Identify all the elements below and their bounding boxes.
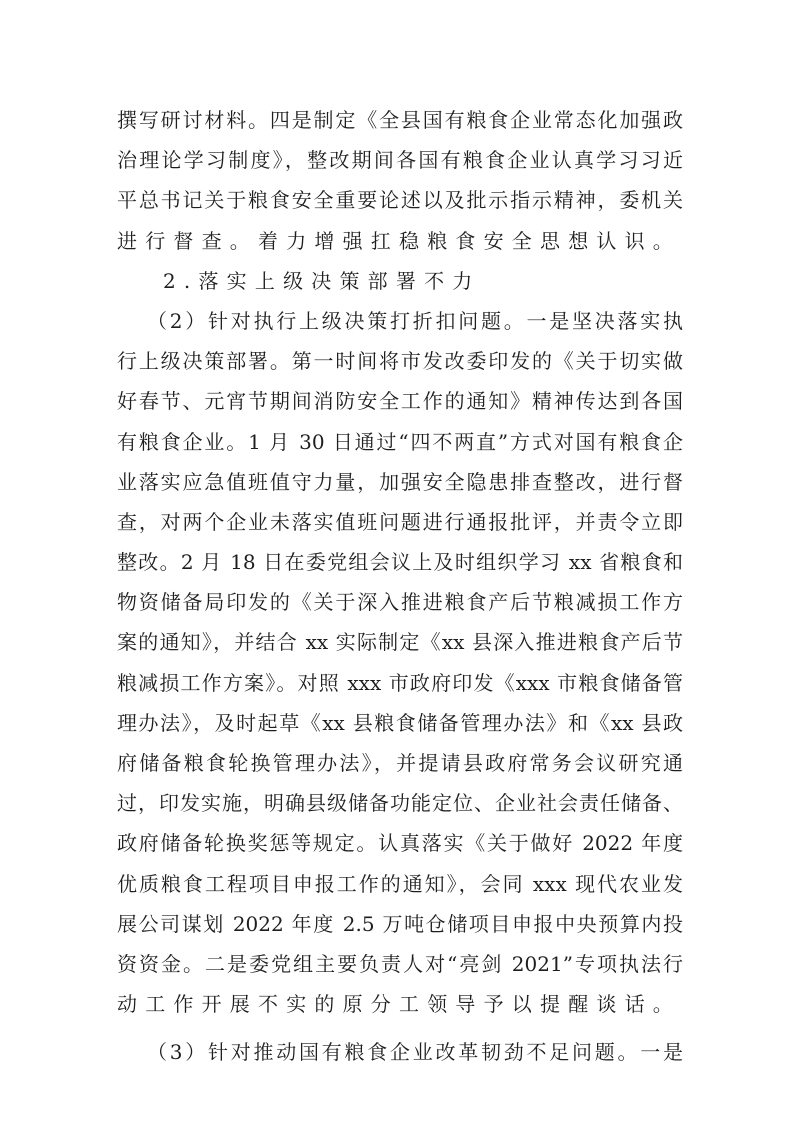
text-line: 治理论学习制度》，整改期间各国有粮食企业认真学习习近 xyxy=(117,148,683,173)
text-line: 进行督查。着力增强扛稳粮食安全思想认识。 xyxy=(117,228,681,253)
paragraph-item-3 xyxy=(117,1032,683,1072)
text-line: 资资金。二是委党组主要负责人对“亮剑 2021”专项执法行 xyxy=(117,951,683,976)
text-line: 动工作开展不实的原分工领导予以提醒谈话。 xyxy=(117,992,681,1017)
document-page xyxy=(117,100,683,1073)
text-line: 平总书记关于粮食安全重要论述以及批示指示精神，委机关 xyxy=(117,188,683,213)
text-line: 案的通知》，并结合 xx 实际制定《xx 县深入推进粮食产后节 xyxy=(117,630,683,655)
paragraph-item-2 xyxy=(117,301,683,1024)
text-line: 撰写研讨材料。四是制定《全县国有粮食企业常态化加强政 xyxy=(117,108,683,132)
text-line: 有粮食企业。1 月 30 日通过“四不两直”方式对国有粮食企 xyxy=(117,429,683,454)
text-line: 行上级决策部署。第一时间将市发改委印发的《关于切实做 xyxy=(117,349,683,374)
text-line: 物资储备局印发的《关于深入推进粮食产后节粮减损工作方 xyxy=(117,590,683,615)
text-line: （3）针对推动国有粮食企业改革韧劲不足问题。一是 xyxy=(147,1040,683,1065)
heading-text: 2.落实上级决策部署不力 xyxy=(163,268,481,293)
text-line: 优质粮食工程项目申报工作的通知》，会同 xxx 现代农业发 xyxy=(117,871,683,896)
text-line: （2）针对执行上级决策打折扣问题。一是坚决落实执 xyxy=(147,308,683,333)
text-line: 政府储备轮换奖惩等规定。认真落实《关于做好 2022 年度 xyxy=(117,831,683,856)
text-line: 粮减损工作方案》。对照 xxx 市政府印发《xxx 市粮食储备管 xyxy=(117,670,683,695)
text-line: 好春节、元宵节期间消防安全工作的通知》精神传达到各国 xyxy=(117,389,683,414)
text-line: 查，对两个企业未落实值班问题进行通报批评，并责令立即 xyxy=(117,509,683,534)
text-line: 业落实应急值班值守力量，加强安全隐患排查整改，进行督 xyxy=(117,469,683,494)
section-heading xyxy=(117,261,683,301)
text-line: 过，印发实施，明确县级储备功能定位、企业社会责任储备、 xyxy=(117,791,683,816)
text-line: 整改。2 月 18 日在委党组会议上及时组织学习 xx 省粮食和 xyxy=(117,550,683,575)
text-line: 展公司谋划 2022 年度 2.5 万吨仓储项目申报中央预算内投 xyxy=(117,911,683,936)
text-line: 理办法》，及时起草《xx 县粮食储备管理办法》和《xx 县政 xyxy=(117,710,683,735)
text-line: 府储备粮食轮换管理办法》，并提请县政府常务会议研究通 xyxy=(117,751,683,775)
paragraph-continued xyxy=(117,100,683,261)
